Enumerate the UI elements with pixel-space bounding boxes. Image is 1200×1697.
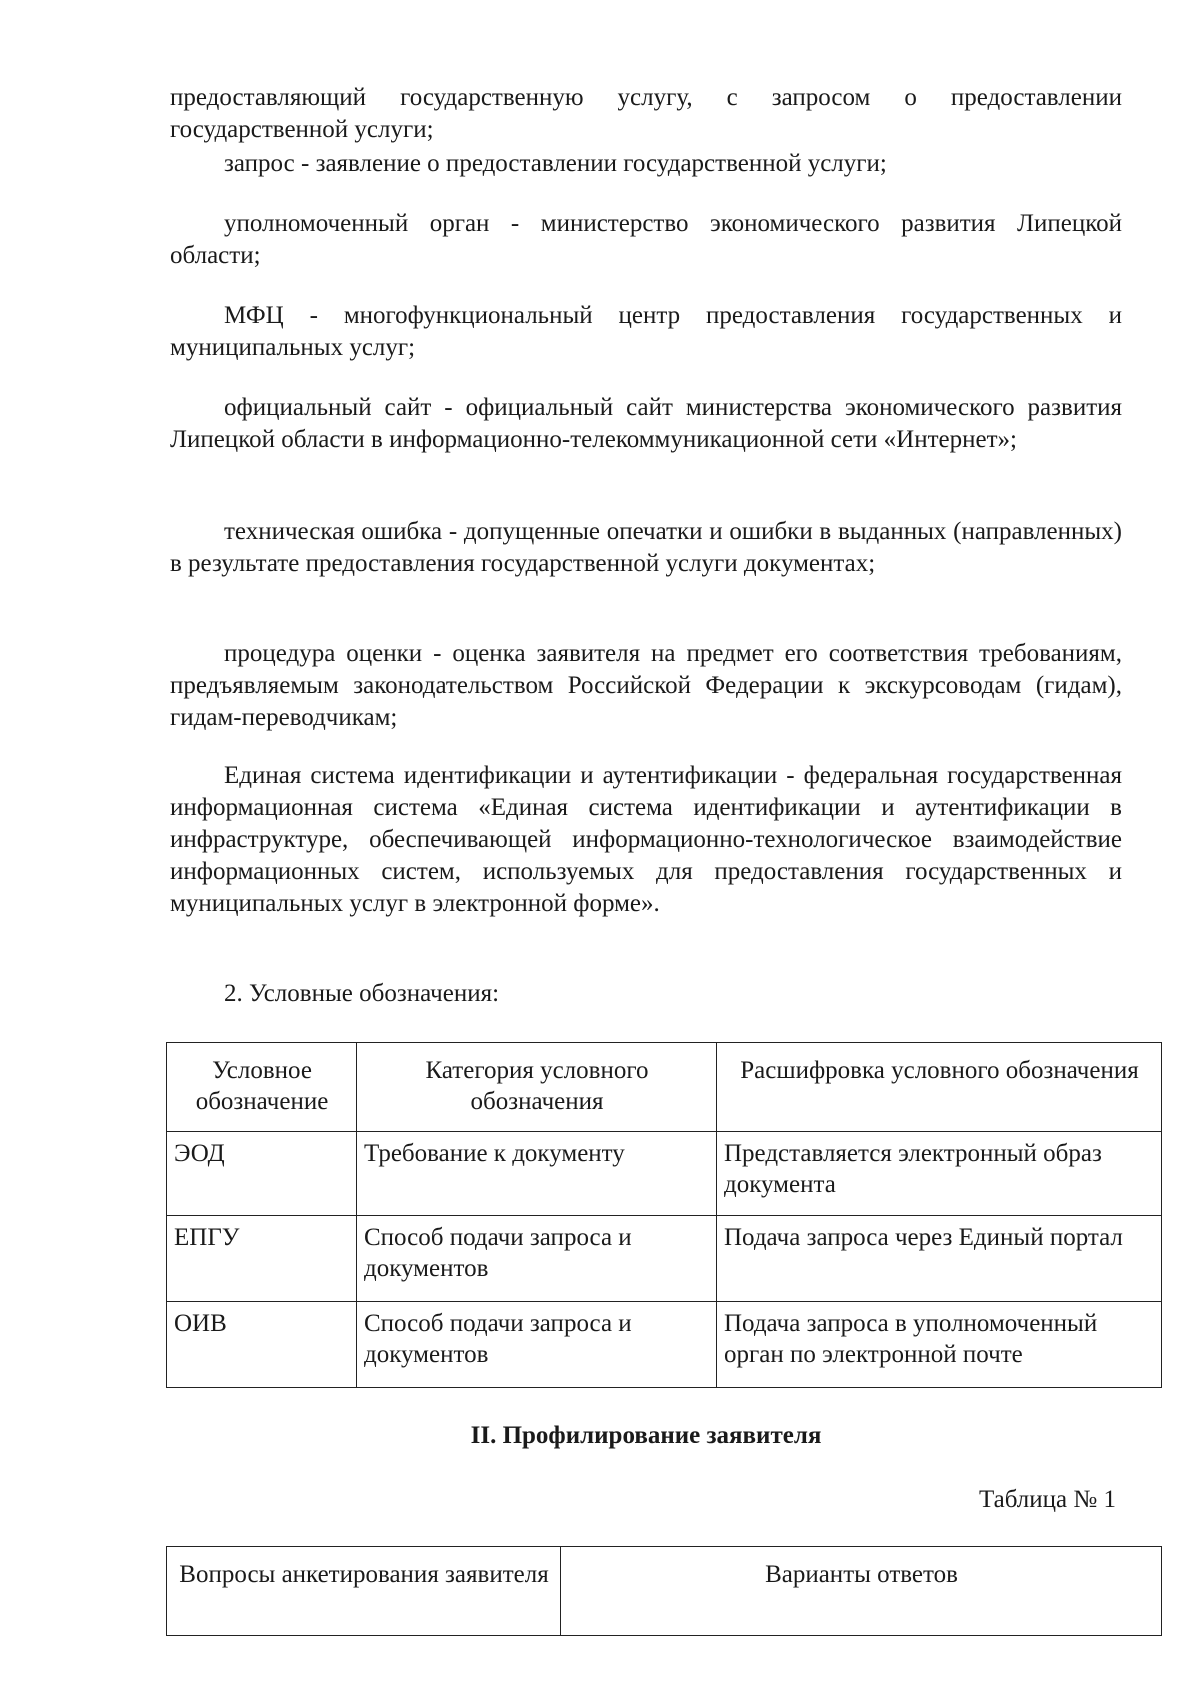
table-cell: ЭОД (167, 1132, 357, 1216)
paragraph-continuation: предоставляющий государственную услугу, с запросом о предоставлении государственной услуги; (170, 84, 1122, 143)
table-cell: Представляется электронный образ документа (717, 1132, 1162, 1216)
legend-table (166, 1042, 1162, 1388)
table-cell: ЕПГУ (167, 1216, 357, 1302)
table-row (167, 1132, 1162, 1216)
table-caption: Таблица № 1 (978, 1486, 1116, 1513)
table-header-row (167, 1043, 1162, 1132)
table-header-cell: Варианты ответов (561, 1547, 1162, 1636)
paragraph-definition-official-site: официальный сайт - официальный сайт министерства экономического развития Липецкой области в информационно-телекоммуникационной сети «Интернет»; (170, 394, 1122, 453)
legend-heading: 2. Условные обозначения: (224, 980, 500, 1007)
survey-table (166, 1546, 1162, 1636)
paragraph-definition-esia: Единая система идентификации и аутентификации - федеральная государственная информационная система «Единая система идентификации и аутентификации в инфраструктуре, обеспечивающей информационно-технологическое взаимодействие информационных систем, используемых для предоставления государственных и муниципальных услуг в электронной форме». (170, 762, 1122, 917)
paragraph-definition-request: запрос - заявление о предоставлении государственной услуги; (224, 150, 887, 177)
table-header-cell: Вопросы анкетирования заявителя (167, 1547, 561, 1636)
table-header-cell: Категория условного обозначения (357, 1043, 717, 1132)
table-cell: Подача запроса в уполномоченный орган по электронной почте (717, 1302, 1162, 1388)
table-row (167, 1302, 1162, 1388)
paragraph-definition-authorized-body: уполномоченный орган - министерство экономического развития Липецкой области; (170, 210, 1122, 269)
paragraph-definition-technical-error: техническая ошибка - допущенные опечатки и ошибки в выданных (направленных) в результате предоставления государственной услуги документах; (170, 518, 1122, 577)
table-cell: Способ подачи запроса и документов (357, 1216, 717, 1302)
table-cell: Требование к документу (357, 1132, 717, 1216)
table-cell: Способ подачи запроса и документов (357, 1302, 717, 1388)
table-row (167, 1216, 1162, 1302)
table-header-cell: Расшифровка условного обозначения (717, 1043, 1162, 1132)
paragraph-definition-assessment-procedure: процедура оценки - оценка заявителя на предмет его соответствия требованиям, предъявляемым законодательством Российской Федерации к экскурсоводам (гидам), гидам-переводчикам; (170, 640, 1122, 731)
section-title: II. Профилирование заявителя (470, 1422, 822, 1449)
table-header-cell: Условное обозначение (167, 1043, 357, 1132)
table-header-row (167, 1547, 1162, 1636)
paragraph-definition-mfc: МФЦ - многофункциональный центр предоставления государственных и муниципальных услуг; (170, 302, 1122, 361)
table-cell: ОИВ (167, 1302, 357, 1388)
table-cell: Подача запроса через Единый портал (717, 1216, 1162, 1302)
